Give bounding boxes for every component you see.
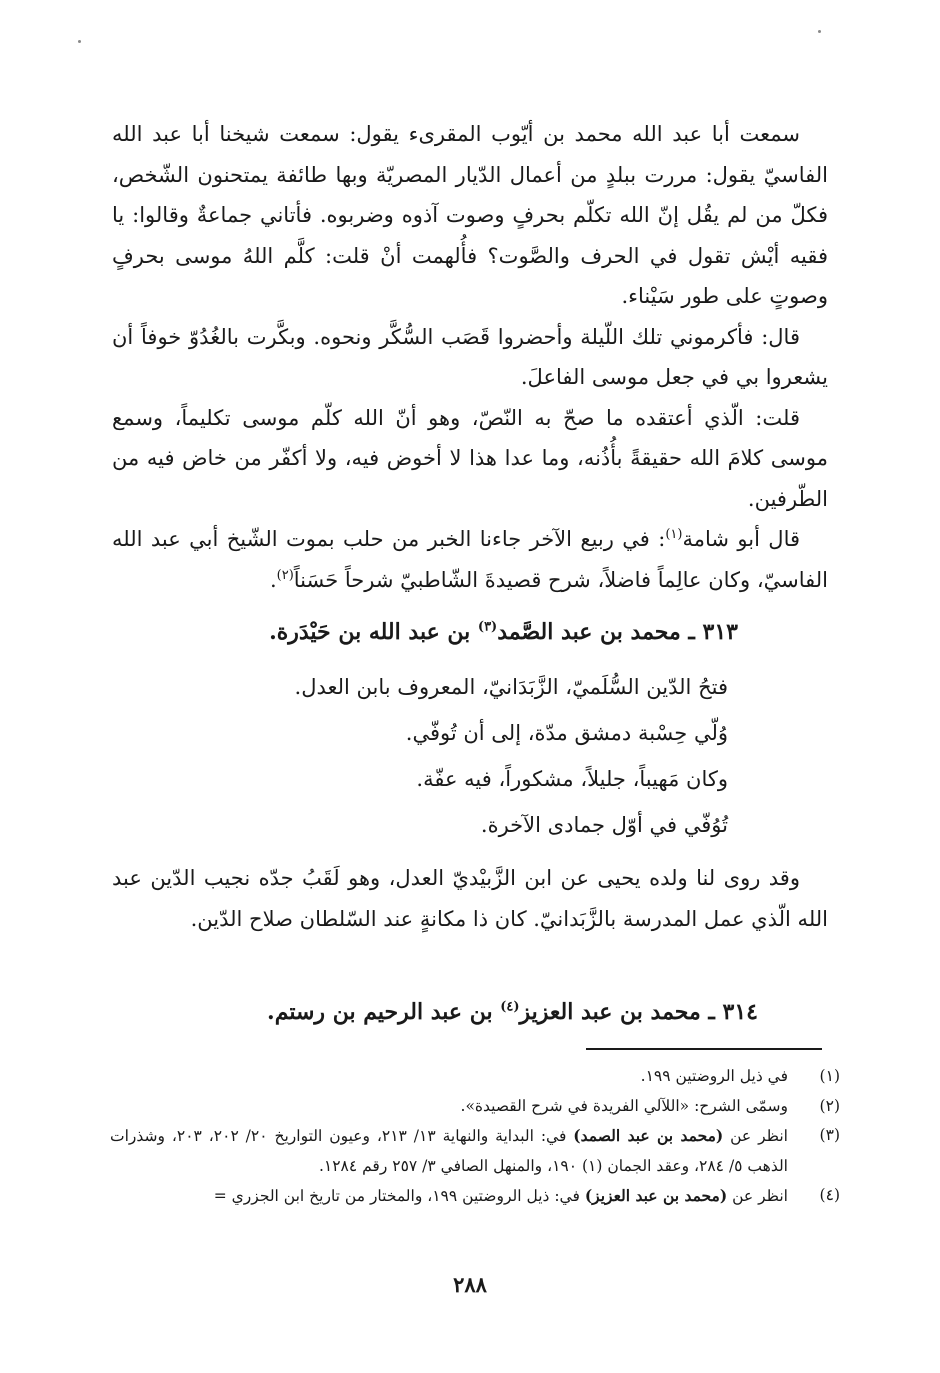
footnote-text bbox=[110, 1062, 788, 1092]
main-text bbox=[112, 114, 828, 600]
footnote-number: (١) bbox=[819, 1067, 840, 1085]
footnote-text-segment: انظر عن bbox=[723, 1127, 788, 1145]
footnote-text bbox=[110, 1092, 788, 1122]
entry-heading bbox=[112, 612, 828, 652]
footnote bbox=[110, 1062, 840, 1092]
heading-text: بن عبد الرحيم بن رستم. bbox=[267, 999, 501, 1025]
footnote-marker: (٣) bbox=[477, 619, 498, 635]
footnote-text-segment: في: البداية والنهاية ١٣/ ٢١٣، وعيون التواريخ ٢٠/ ٢٠٢، ٢٠٣، وشذرات الذهب ٥/ ٢٨٤، وعقد الجمان (١) ١٩٠، والمنهل الصافي ٣/ ٢٥٧ رقم ١٢٨٤. bbox=[110, 1127, 788, 1175]
heading-text: بن عبد الله بن حَيْدَرة. bbox=[269, 619, 478, 645]
footnote-number: (٢) bbox=[819, 1096, 840, 1115]
paragraph: قال: فأكرموني تلك اللّيلة وأحضروا قَصَب السُّكَّر ونحوه. وبكَّرت بالغُدُوّ خوفاً أن يشعروا بي في جعل موسى الفاعلَ. bbox=[112, 324, 828, 389]
entry-313 bbox=[112, 612, 828, 848]
bio-line: وُلّي حِسْبة دمشق مدّة، إلى أن تُوفّي. bbox=[405, 721, 728, 745]
entry-313-paragraph bbox=[112, 858, 828, 939]
entry-heading bbox=[112, 992, 828, 1032]
paragraph: سمعت أبا عبد الله محمد بن أيّوب المقرىء يقول: سمعت شيخنا أبا عبد الله الفاسيّ يقول: مررت ببلدٍ من أعمال الدّيار المصريّة وبها طائفة يمتحنون الشّخص، فكلّ من لم يقُل إنّ الله تكلّم بحرفٍ وصوت آذوه وضربوه. فأتاني جماعةٌ وقالوا: يا فقيه أيْش تقول في الحرف والصَّوت؟ فأُلهمت أنْ قلت: كلَّم اللهُ موسى بحرفٍ وصوتٍ على طور سَيْناء. bbox=[112, 122, 828, 308]
footnote bbox=[110, 1181, 840, 1212]
footnote-number: (٣) bbox=[819, 1126, 840, 1144]
paragraph: قلت: الّذي أعتقده ما صحّ به النّصّ، وهو أنّ الله كلّم موسى تكليماً، وسمع موسى كلامَ الله حقيقةً بأُذُنه، وما عدا هذا لا أخوض فيه، ولا أكفّر من خاض فيه من الطّرفين. bbox=[112, 405, 828, 511]
footnote-number: (٤) bbox=[819, 1186, 840, 1204]
footnote-text-segment: انظر عن bbox=[727, 1187, 788, 1205]
footnote-marker: (٢) bbox=[276, 567, 294, 583]
abu-shama-paragraph bbox=[112, 519, 828, 600]
scan-speck bbox=[78, 40, 81, 43]
footnote-text-segment: في: ذيل الروضتين ١٩٩، والمختار من تاريخ ابن الجزري = bbox=[213, 1187, 585, 1205]
footnote-marker: (٤) bbox=[500, 999, 520, 1015]
bio-line: وكان مَهيباً، جليلاً، مشكوراً، فيه عفّة. bbox=[416, 767, 728, 791]
footnote-text bbox=[110, 1121, 788, 1181]
text-segment: : في ربيع الآخر جاءنا الخبر من حلب بموت الشّيخ أبي عبد الله الفاسيّ، وكان عالِماً فاضلاً، شرح قصيدةَ الشّاطبيّ شرحاً حَسَناً bbox=[112, 527, 828, 592]
bio-line: فتحُ الدّين السُّلَميّ، الزَّبَدَانيّ، المعروف بابن العدل. bbox=[294, 675, 728, 699]
text-segment: قال أبو شامة bbox=[682, 527, 801, 551]
heading-text: ٣١٤ ـ محمد بن عبد العزيز bbox=[519, 999, 758, 1025]
text-segment: . bbox=[269, 567, 277, 592]
entry-314 bbox=[112, 992, 828, 1032]
footnote-separator bbox=[586, 1048, 822, 1050]
footnote-text-segment: وسمّى الشرح: «اللآلي الفريدة في شرح القصيدة». bbox=[460, 1096, 788, 1115]
paragraph: وقد روى لنا ولده يحيى عن ابن الزَّبيْديّ العدل، وهو لَقَبُ جدّه نجيب الدّين عبد الله الّذي عمل المدرسة بالزَّبَدانيّ. كان ذا مكانةٍ عند السّلطان صلاح الدّين. bbox=[112, 866, 828, 931]
page-number: ٢٨٨ bbox=[453, 1272, 487, 1297]
footnote-text bbox=[110, 1181, 788, 1212]
footnotes bbox=[110, 1062, 840, 1212]
heading-text: ٣١٣ ـ محمد بن عبد الصَّمد bbox=[497, 619, 738, 645]
scan-speck bbox=[818, 30, 821, 33]
footnote-bold-name: (محمد بن عبد العزيز) bbox=[584, 1186, 728, 1205]
footnote-text-segment: في ذيل الروضتين ١٩٩. bbox=[640, 1067, 788, 1085]
footnote-bold-name: (محمد بن عبد الصمد) bbox=[573, 1126, 724, 1145]
footnote-marker: (١) bbox=[665, 527, 683, 542]
footnote bbox=[110, 1092, 840, 1122]
footnote bbox=[110, 1121, 840, 1181]
bio-line: تُوُفّي في أوّل جمادى الآخرة. bbox=[480, 813, 728, 837]
